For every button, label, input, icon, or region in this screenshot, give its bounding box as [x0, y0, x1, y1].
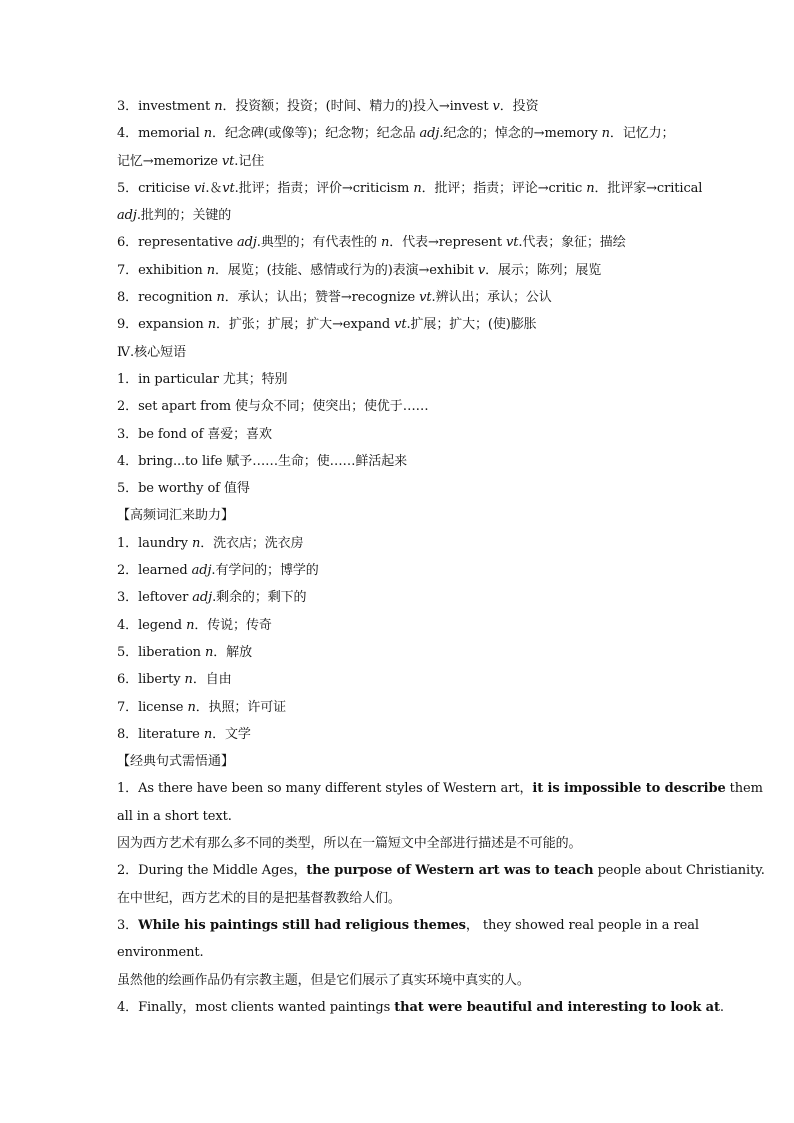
list-item: 6．representative adj.典型的；有代表性的 n．代表→represent vt.代表；象征；描绘: [117, 235, 626, 251]
sentence-item: [117, 857, 765, 912]
list-item: 7．license n．执照；许可证: [117, 699, 287, 715]
sentence-english-continuation: environment.: [117, 945, 204, 961]
list-item-continuation: adj.批判的；关键的: [117, 208, 232, 224]
sentence-item: [117, 775, 763, 857]
list-item: 6．liberty n．自由: [117, 672, 232, 688]
sentence-list: [117, 775, 765, 1021]
section-heading-sentences: 【经典句式需悟通】: [117, 754, 235, 770]
list-item: 4．bring...to life 赋予……生命；使……鲜活起来: [117, 453, 407, 469]
list-item: 4．memorial n．纪念碑(或像等)；纪念物；纪念品 adj.纪念的；悼念的→memory n．记忆力；: [117, 126, 675, 142]
sentence-english: 3．While his paintings still had religious themes， they showed real people in a real: [117, 917, 699, 933]
list-item: 3．be fond of 喜爱；喜欢: [117, 426, 272, 442]
list-item: 5．be worthy of 值得: [117, 481, 250, 497]
sentence-chinese: 虽然他的绘画作品仍有宗教主题，但是它们展示了真实环境中真实的人。: [117, 972, 530, 988]
sentence-english: 1．As there have been so many different styles of Western art，it is impossible to describe them: [117, 781, 763, 797]
list-item: 2．learned adj.有学问的；博学的: [117, 563, 319, 579]
list-item: 5．criticise vi.＆vt.批评；指责；评价→criticism n．批评；指责；评论→critic n．批评家→critical: [117, 180, 703, 196]
sentence-item: [117, 912, 699, 994]
list-item: 2．set apart from 使与众不同；使突出；使优于……: [117, 399, 429, 415]
list-item: 3．investment n．投资额；投资；(时间、精力的)投入→invest v．投资: [117, 99, 539, 114]
vocab-list: [117, 530, 677, 748]
sentence-english: 2．During the Middle Ages，the purpose of Western art was to teach people about Christianity.: [117, 863, 765, 879]
list-item: 4．legend n．传说；传奇: [117, 617, 272, 633]
vocab-derivation-list: [117, 93, 703, 339]
sentence-english-continuation: all in a short text.: [117, 808, 232, 824]
list-item-continuation: 记忆→memorize vt.记住: [117, 153, 265, 169]
list-item: 7．exhibition n．展览；(技能、感情或行为的)表演→exhibit v．展示；陈列；展览: [117, 262, 602, 278]
sentence-chinese: 在中世纪，西方艺术的目的是把基督教教给人们。: [117, 890, 401, 906]
list-item: 8．literature n．文学: [117, 726, 251, 742]
sentence-item: [117, 994, 724, 1021]
list-item: 9．expansion n．扩张；扩展；扩大→expand vt.扩展；扩大；(使)膨胀: [117, 317, 537, 333]
document-page: [117, 93, 765, 1021]
list-item: 3．leftover adj.剩余的；剩下的: [117, 590, 307, 606]
sentence-english: 4．Finally，most clients wanted paintings that were beautiful and interesting to look at.: [117, 999, 724, 1015]
section-heading-vocab: 【高频词汇来助力】: [117, 508, 235, 524]
section-heading-core-phrases: Ⅳ.核心短语: [117, 344, 187, 360]
phrase-list: [117, 366, 677, 502]
list-item: 5．liberation n．解放: [117, 644, 252, 660]
list-item: 1．laundry n．洗衣店；洗衣房: [117, 535, 304, 551]
sentence-chinese: 因为西方艺术有那么多不同的类型，所以在一篇短文中全部进行描述是不可能的。: [117, 836, 582, 852]
list-item: 1．in particular 尤其；特别: [117, 371, 288, 387]
list-item: 8．recognition n．承认；认出；赞誉→recognize vt.辨认出；承认；公认: [117, 290, 552, 306]
